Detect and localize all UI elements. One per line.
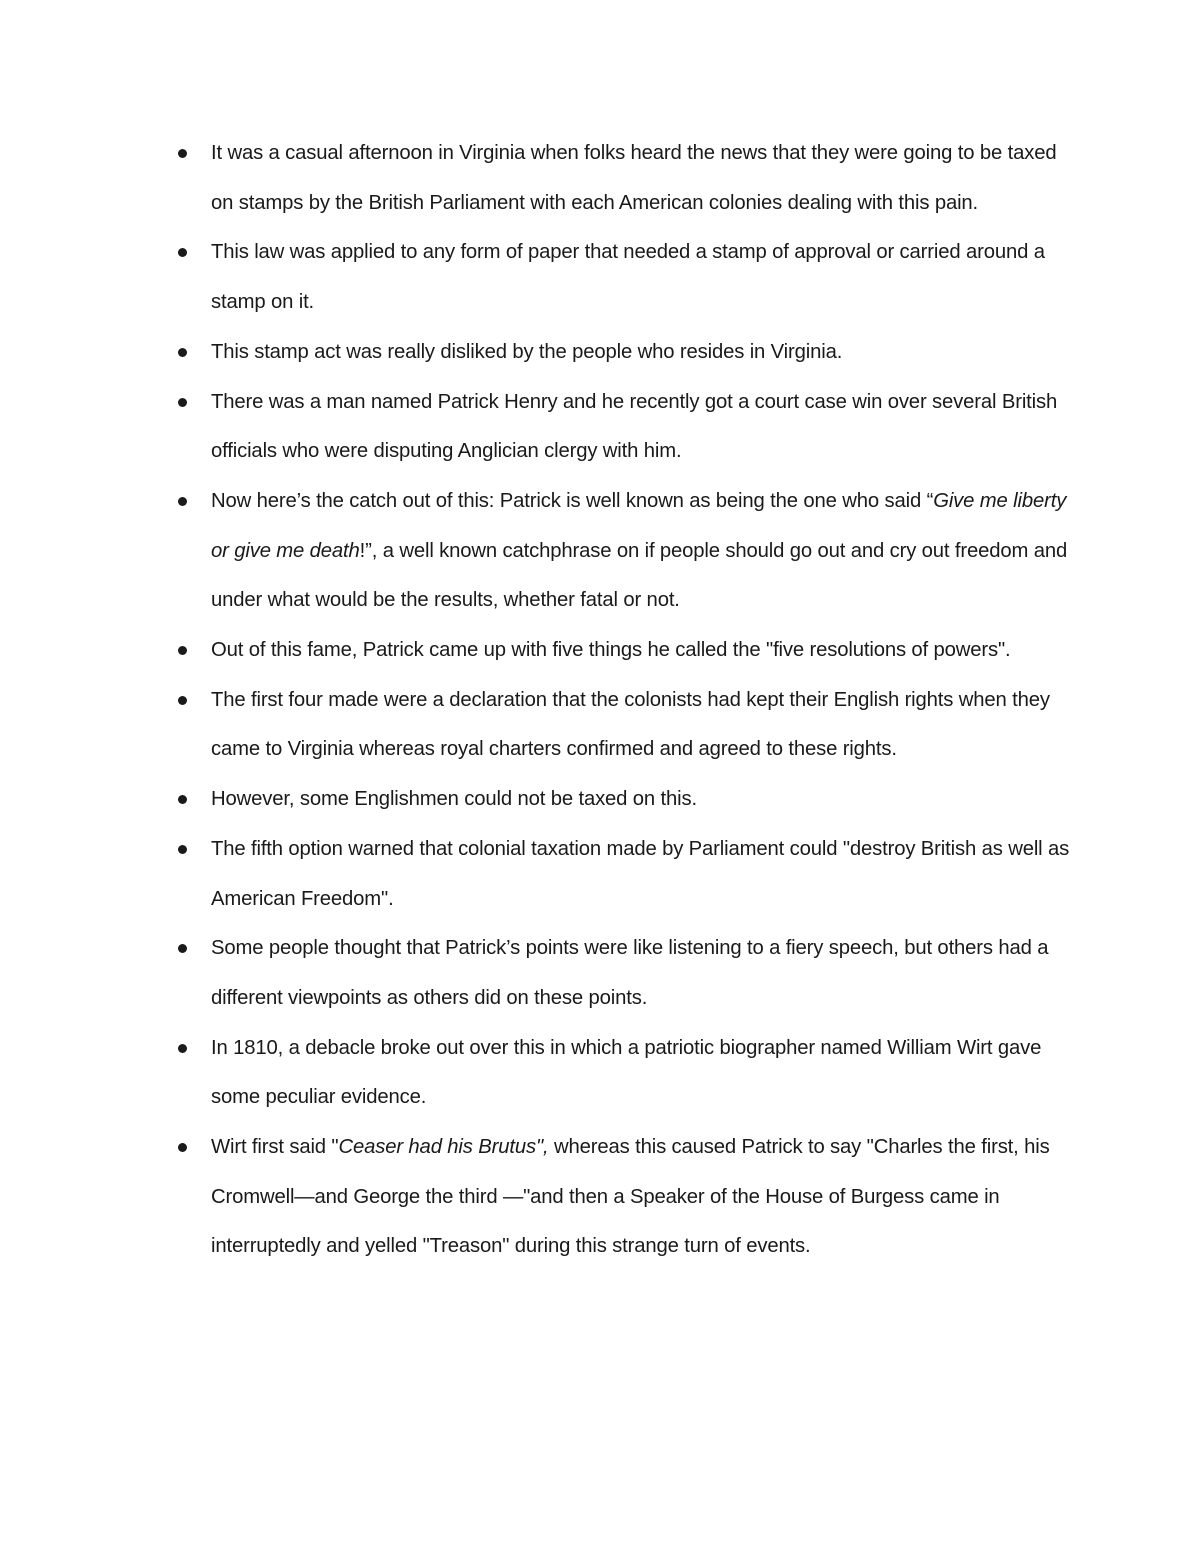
list-item	[211, 676, 1071, 775]
list-item-text: The first four made were a declaration that the colonists had kept their English rights when they came to Virginia whereas royal charters confirmed and agreed to these rights.	[211, 688, 1050, 761]
list-item-text: The fifth option warned that colonial taxation made by Parliament could "destroy British as well as American Freedom".	[211, 837, 1070, 910]
bullet-icon	[178, 845, 187, 854]
list-item	[211, 129, 1071, 228]
list-item	[211, 1024, 1071, 1123]
list-item-text: This stamp act was really disliked by the people who resides in Virginia.	[211, 340, 843, 363]
list-item-text: This law was applied to any form of paper that needed a stamp of approval or carried around a stamp on it.	[211, 241, 1045, 314]
list-item-text: There was a man named Patrick Henry and he recently got a court case win over several British officials who were disputing Anglician clergy with him.	[211, 390, 1058, 463]
list-item	[211, 378, 1071, 477]
bullet-icon	[178, 944, 187, 953]
bullet-icon	[178, 497, 187, 506]
list-item	[211, 477, 1071, 626]
list-item	[211, 924, 1071, 1023]
italic-text: Ceaser had his Brutus",	[338, 1136, 549, 1159]
list-item	[211, 228, 1071, 327]
list-item	[211, 626, 1071, 676]
bullet-icon	[178, 398, 187, 407]
list-item	[211, 1123, 1071, 1272]
bullet-icon	[178, 795, 187, 804]
list-item	[211, 825, 1071, 924]
bullet-icon	[178, 348, 187, 357]
bullet-list	[211, 129, 1071, 1272]
list-item-text: !”, a well known catchphrase on if people should go out and cry out freedom and under what would be the results, whether fatal or not.	[211, 539, 1068, 612]
list-item	[211, 328, 1071, 378]
list-item-text: Some people thought that Patrick’s points were like listening to a fiery speech, but others had a different viewpoints as others did on these points.	[211, 937, 1049, 1009]
bullet-icon	[178, 149, 187, 158]
list-item-text: In 1810, a debacle broke out over this in which a patriotic biographer named William Wirt gave some peculiar evidence.	[211, 1036, 1042, 1109]
list-item-text: whereas this caused Patrick to say "Charles the first, his Cromwell—and George the third —"and then a Speaker of the House of Burgess came in interruptedly and yelled "Treason" during this strange turn of events.	[211, 1136, 1050, 1258]
list-item	[211, 775, 1071, 825]
bullet-icon	[178, 696, 187, 705]
bullet-icon	[178, 248, 187, 257]
list-item-text: Wirt first said "	[211, 1136, 339, 1159]
list-item-text: Now here’s the catch out of this: Patrick is well known as being the one who said “	[211, 489, 934, 512]
bullet-icon	[178, 1143, 187, 1152]
list-item-text: However, some Englishmen could not be taxed on this.	[211, 788, 697, 811]
list-item-text: It was a casual afternoon in Virginia when folks heard the news that they were going to be taxed on stamps by the British Parliament with each American colonies dealing with this pain.	[211, 142, 1057, 214]
italic-text: Give me liberty or give me death	[211, 489, 1067, 562]
bullet-icon	[178, 1044, 187, 1053]
list-item-text: Out of this fame, Patrick came up with five things he called the "five resolutions of powers".	[211, 639, 1011, 662]
bullet-icon	[178, 646, 187, 655]
